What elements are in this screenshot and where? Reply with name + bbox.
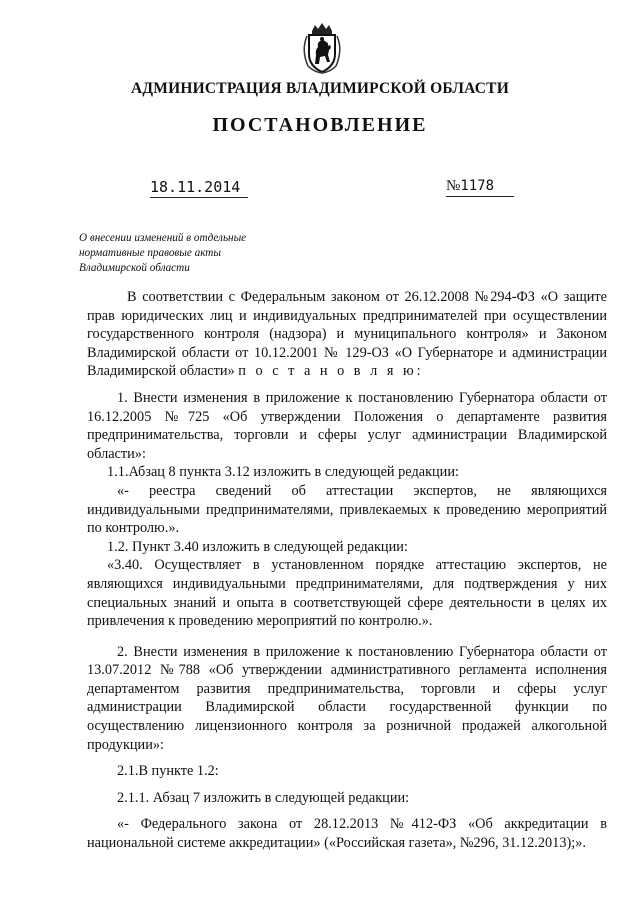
number-prefix: № [446, 178, 461, 194]
document-date: 18.11.2014 [150, 178, 248, 198]
body-paragraph: «- Федерального закона от 28.12.2013 №412-ФЗ «Об аккредитации в национальной системе аккредитации» («Российская газета», №296, 31.12.2013);». [87, 816, 607, 852]
body-paragraph: «3.40. Осуществляет в установленном порядке аттестацию экспертов, не являющихся индивидуальными предпринимателями, для подтверждения у них специальных знаний и опыта в соответствующей сфере деятельности в целях их привлечения к проведению мероприятий по контролю.». [87, 557, 607, 630]
body-paragraph: 2. Внести изменения в приложение к постановлению Губернатора области от 13.07.2012 №788 «Об утверждении административного регламента исполнения департаментом развития предпринимательства, торговли и сферы услуг администрации Владимирской области государственной функции по осуществлению лицензионного контроля за розничной продажей алкогольной продукции»: [87, 643, 607, 753]
coat-of-arms-icon [298, 22, 346, 74]
subject-line: нормативные правовые акты [79, 247, 221, 259]
document-number [446, 178, 514, 197]
document-subject [79, 231, 299, 276]
organization-name: АДМИНИСТРАЦИЯ ВЛАДИМИРСКОЙ ОБЛАСТИ [131, 80, 509, 97]
preamble-text: В соответствии с Федеральным законом от 26.12.2008 №294-ФЗ «О защите прав юридических лиц и индивидуальных предпринимателей при осуществлении государственного контроля (надзора) и муниципального контроля» и Законом Владимирской области от 10.12.2001 № 129-ОЗ «О Губернаторе и администрации Владимирской области» [87, 289, 607, 380]
body-paragraph: 1.1.Абзац 8 пункта 3.12 изложить в следующей редакции: [107, 464, 459, 481]
body-paragraph: 2.1.В пункте 1.2: [117, 763, 219, 780]
subject-line: О внесении изменений в отдельные [79, 232, 247, 244]
body-paragraph: 1. Внести изменения в приложение к постановлению Губернатора области от 16.12.2005 №725 «Об утверждении Положения о департаменте развития предпринимательства, торговли и сферы услуг администрации Владимирской области»: [87, 389, 607, 462]
subject-line: Владимирской области [79, 262, 190, 274]
document-body [87, 288, 607, 853]
body-paragraph: 1.2. Пункт 3.40 изложить в следующей редакции: [107, 538, 408, 555]
preamble-paragraph [87, 288, 607, 381]
number-value: 1178 [460, 178, 495, 194]
document-type-title: ПОСТАНОВЛЕНИЕ [212, 114, 428, 136]
resolve-keyword: п о с т а н о в л я ю: [238, 363, 424, 380]
body-paragraph: 2.1.1. Абзац 7 изложить в следующей редакции: [117, 789, 410, 806]
body-paragraph: «- реестра сведений об аттестации экспертов, не являющихся индивидуальными предпринимателями, привлекаемых к проведению мероприятий по контролю.». [87, 482, 607, 537]
